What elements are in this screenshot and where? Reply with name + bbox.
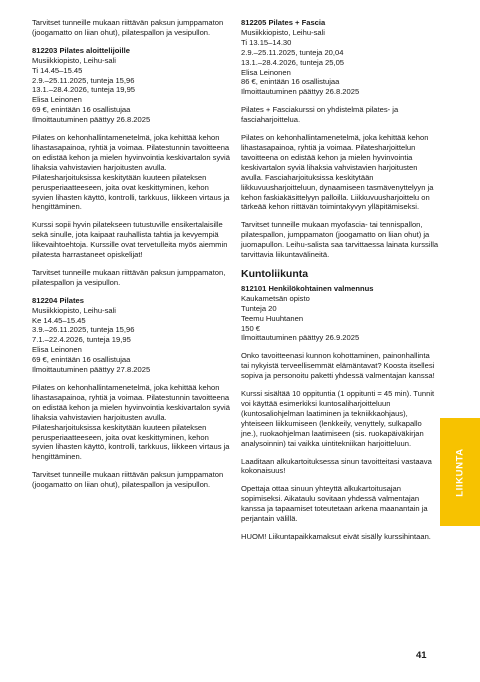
course-description-2: Kurssi sisältää 10 oppituntia (1 oppitunti = 45 min). Tunnit voi käyttää esimerkiksi kuntosaliharjoitteluun (kuntosaliohjelman laatiminen ja tekniikkaohjaus), yhteiseen liikkumiseen (lenkkeily, venyttely, sulkapallo jne.), ruokaohjelman laatimiseen (sis. ruokapäiväkirjan analysoinnin) tai vaikka uintitekniikan harjoitteluun. [241,389,435,448]
course-description: Pilates + Fasciakurssi on yhdistelmä pilates- ja fasciaharjoittelua. [241,105,399,125]
course-title: 812203 Pilates aloittelijoille [32,45,130,55]
course-time: Ke 14.45–15.45 [32,315,86,325]
section-side-tab-label: LIIKUNTA [454,447,466,497]
section-side-tab-label-wrap [440,418,480,526]
course-venue: Musiikkiopisto, Leihu-sali [32,55,116,65]
course-teacher: Elisa Leinonen [32,95,82,105]
course-time: Ti 13.15–14.30 [241,37,292,47]
course-description-3: Laaditaan alkukartoituksessa sinun tavoitteitasi vastaava kokonaisuus! [241,456,432,476]
intro-equipment-text: Tarvitset tunneille mukaan riittävän paksun jumppamaton (joogamatto on liian ohut), pilatespallon ja vesipullon. [32,18,224,37]
course-812204 [32,296,230,375]
course-period-spring: 13.1.–28.4.2026, tunteja 19,95 [32,85,136,95]
course-812203 [32,46,230,125]
section-title-kuntoliikunta: Kuntoliikunta [241,267,309,280]
page-number: 41 [416,650,427,661]
course-deadline: Ilmoittautuminen päättyy 26.8.2025 [32,115,151,125]
course-venue: Kaukametsän opisto [241,293,310,303]
course-812101 [241,284,439,343]
course-title: 812101 Henkilökohtainen valmennus [241,283,374,293]
course-title: 812204 Pilates [32,295,84,305]
course-period-autumn: 2.9.–25.11.2025, tunteja 20,04 [241,47,344,57]
course-price: 150 € [241,323,261,333]
course-venue: Musiikkiopisto, Leihu-sali [32,305,116,315]
course-teacher: Elisa Leinonen [241,67,291,77]
course-price: 69 €, enintään 16 osallistujaa [32,355,131,365]
course-description-2: Pilates on kehonhallintamenetelmä, joka kehittää kehon lihastasapainoa, ryhtiä ja voimaa. Pilatesharjoittelun tavoitteena on edistää kehon ja mielen hyvinvointia keskivartalon syviä lihaksia vahvistavien harjoitusten avulla. Fasciaharjoituksissa keskitytään liikkuvuusharjoitteluun, dynaamiseen tasmävenyttelyyn ja kehon faskiakäsittelyyn palloilla. Liikkuvuusharjoittelu on tärkeää kehon riittävän toimintakyvyn ylläpitämiseksi. [241,133,434,212]
course-description-4: Opettaja ottaa sinuun yhteyttä alkukartoitusajan sopimiseksi. Aikataulu sovitaan yhdessä valmentajan kanssa ja tapaamiset toteutetaan arkena maanantain ja perjantain välillä. [241,484,428,524]
course-title: 812205 Pilates + Fascia [241,18,326,27]
right-column [241,18,439,550]
course-period-spring: 13.1.–28.4.2026, tunteja 25,05 [241,57,345,67]
course-teacher: Elisa Leinonen [32,345,82,355]
course-deadline: Ilmoittautuminen päättyy 27.8.2025 [32,365,151,375]
course-deadline: Ilmoittautuminen päättyy 26.9.2025 [241,333,360,343]
course-equipment: Tarvitset tunneille mukaan riittävän paksun jumppamaton (joogamatto on liian ohut), pilatespallon ja vesipullon. [32,470,224,490]
course-description: Onko tavoitteenasi kunnon kohottaminen, painonhallinta tai nykyistä terveellisemmät elämäntavat? Koosta itsellesi sopiva ja personoitu paketti yhdessä valmentajan kanssa! [241,351,435,381]
left-column [32,18,230,498]
course-812205 [241,18,439,97]
course-venue: Musiikkiopisto, Leihu-sali [241,27,325,37]
course-period-spring: 7.1.–22.4.2026, tunteja 19,95 [32,335,131,345]
course-period-autumn: 2.9.–25.11.2025, tunteja 15,96 [32,75,135,85]
course-description-2: Kurssi sopii hyvin pilatekseen tutustuville ensikertalaisille sekä sinulle, jota kaipaat rauhallista tahtia ja kevyempiä liikevaihtoehtoja. Kurssille ovat tervetulleita myös aiemmin pilatesta harrastaneet opiskelijat! [32,220,228,260]
course-price: 69 €, enintään 16 osallistujaa [32,105,131,115]
course-price: 86 €, enintään 16 osallistujaa [241,77,340,87]
course-teacher: Teemu Huuhtanen [241,313,304,323]
course-deadline: Ilmoittautuminen päättyy 26.8.2025 [241,87,360,97]
course-equipment: Tarvitset tunneille mukaan riittävän paksun jumppamaton, pilatespallon ja vesipullon. [32,267,226,287]
course-time: Ti 14.45–15.45 [32,65,83,75]
course-equipment: Tarvitset tunneille mukaan myofascia- tai tennispallon, pilatespallon, jumppamaton (joogamatto on liian ohut) ja juomapullon. Leihu-salista saa tarvittaessa lainata kurssilla tarvittavia liikuntavälineitä. [241,220,439,260]
course-note: HUOM! Liikuntapaikkamaksut eivät sisälly kurssihintaan. [241,531,431,541]
course-period-autumn: 3.9.–26.11.2025, tunteja 15,96 [32,325,135,335]
course-description: Pilates on kehonhallintamenetelmä, joka kehittää kehon lihastasapainoa, ryhtiä ja voimaa. Pilatestunnin tavoitteena on edistää kehon ja mielen hyvinvointia keskivartalon syviä lihaksia vahvistavien harjoitusten avulla. Pilatesharjoituksissa keskitytään kuuteen pilateksen perusperiaatteeseen, joita ovat keskittyminen, kehon syvien lihasten käyttö, kontrolli, tarkkuus, liikkeen virtaus ja hengittäminen. [32,383,230,462]
course-description: Pilates on kehonhallintamenetelmä, joka kehittää kehon lihastasapainoa, ryhtiä ja voimaa. Pilatestunnin tavoitteena on edistää kehon ja mielen hyvinvointia keskivartalon syviä lihaksia vahvistavien harjoitusten avulla. Pilatesharjoituksissa keskitytään kuuteen pilateksen perusperiaatteeseen, joita ovat keskittyminen, kehon syvien lihasten käyttö, kontrolli, tarkkuus, liikkeen virtaus ja hengittäminen. [32,133,230,212]
course-hours: Tunteja 20 [241,303,277,313]
